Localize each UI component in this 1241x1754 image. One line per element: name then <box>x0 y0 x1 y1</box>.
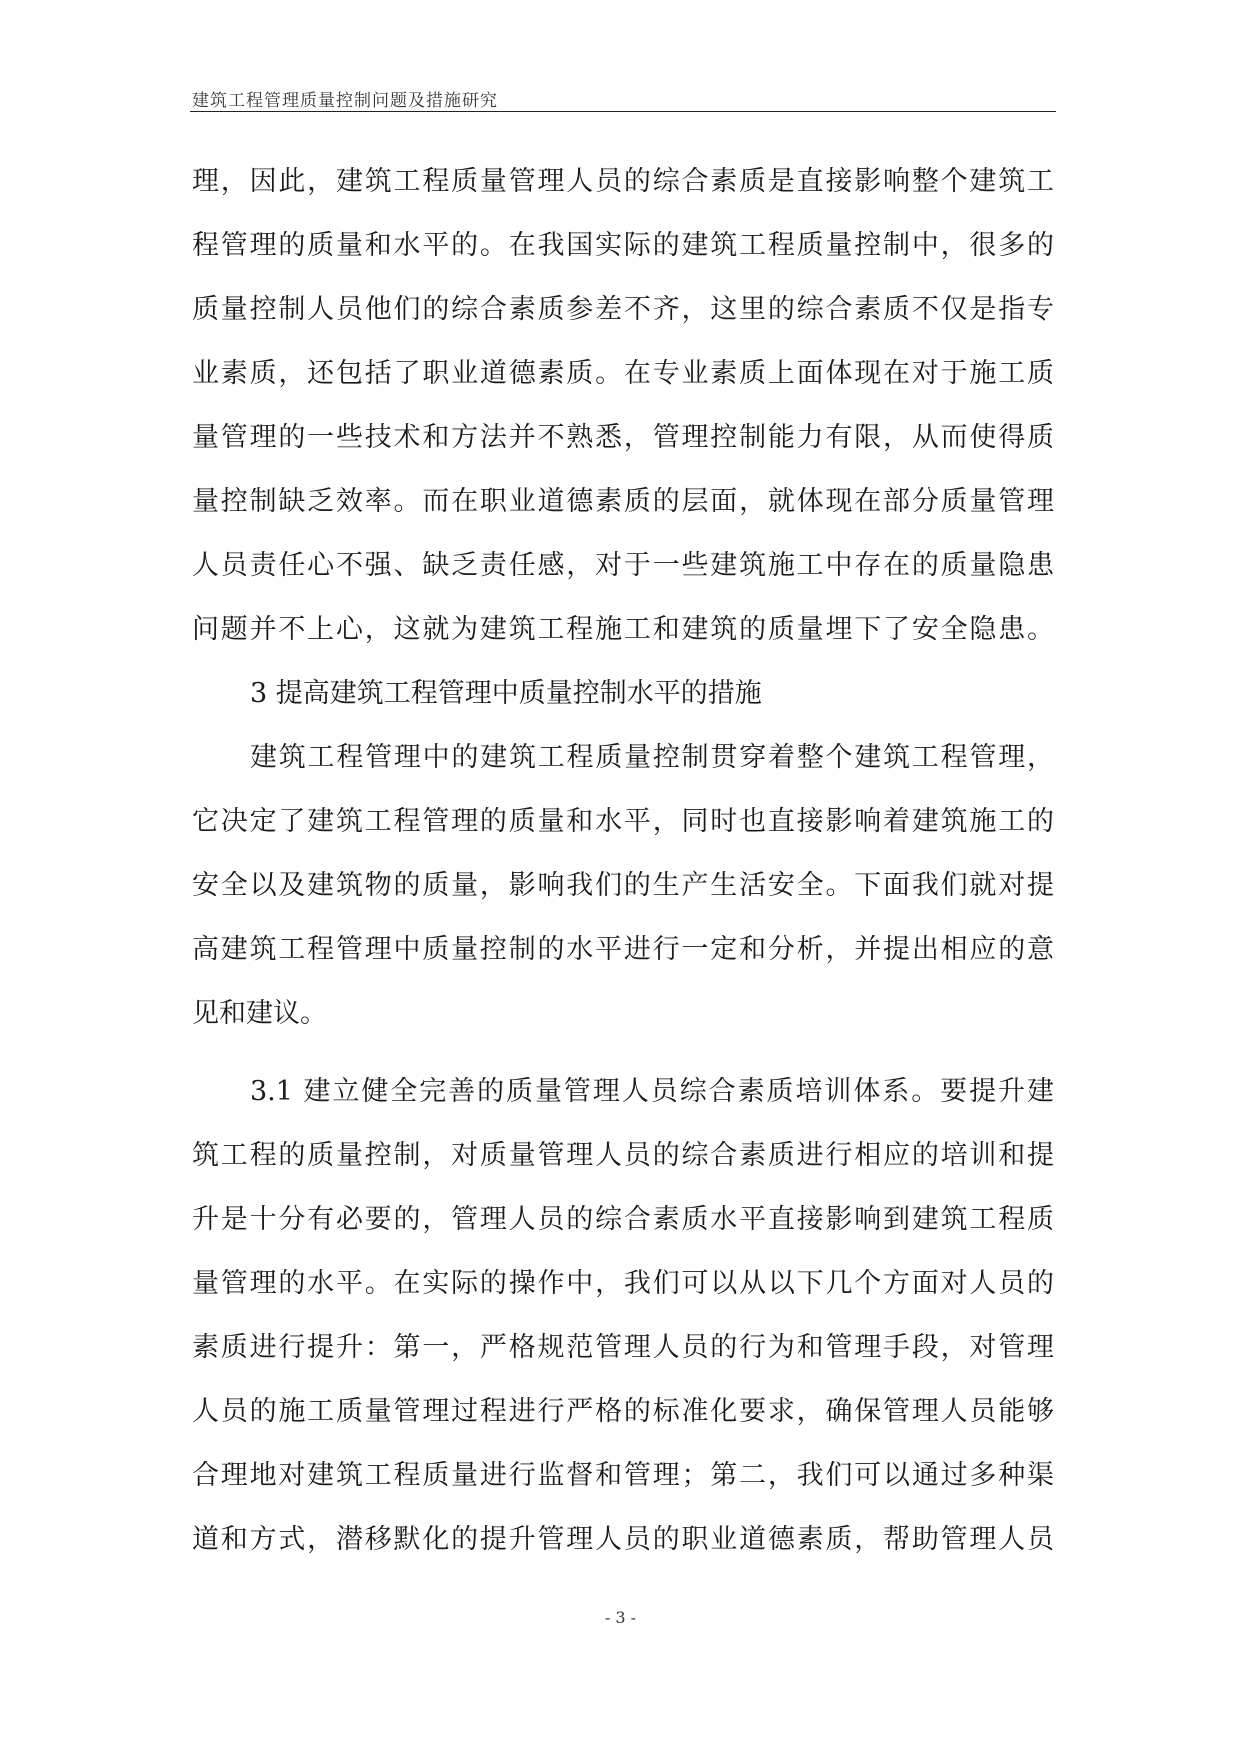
text-line: 升是十分有必要的，管理人员的综合素质水平直接影响到建筑工程质 <box>192 1204 1054 1235</box>
page-number: - 3 - <box>604 1608 637 1627</box>
text-line: 素质进行提升：第一，严格规范管理人员的行为和管理手段，对管理 <box>192 1332 1054 1363</box>
running-header: 建筑工程管理质量控制问题及措施研究 <box>192 91 498 111</box>
text-line: 人员的施工质量管理过程进行严格的标准化要求，确保管理人员能够 <box>192 1396 1054 1427</box>
section-heading: 3 提高建筑工程管理中质量控制水平的措施 <box>250 678 762 709</box>
text-line: 道和方式，潜移默化的提升管理人员的职业道德素质，帮助管理人员 <box>192 1524 1054 1555</box>
text-line: 量管理的水平。在实际的操作中，我们可以从以下几个方面对人员的 <box>192 1268 1054 1299</box>
text-line: 问题并不上心，这就为建筑工程施工和建筑的质量埋下了安全隐患。 <box>192 614 1054 645</box>
body-text <box>192 150 1054 1572</box>
text-line: 建筑工程管理中的建筑工程质量控制贯穿着整个建筑工程管理， <box>250 742 1054 773</box>
paragraph-gap <box>192 1046 1054 1060</box>
text-line: 安全以及建筑物的质量，影响我们的生产生活安全。下面我们就对提 <box>192 870 1054 901</box>
text-line: 见和建议。 <box>192 998 327 1029</box>
paragraph-3 <box>192 1060 1054 1572</box>
text-line: 理，因此，建筑工程质量管理人员的综合素质是直接影响整个建筑工 <box>192 166 1054 197</box>
text-line: 业素质，还包括了职业道德素质。在专业素质上面体现在对于施工质 <box>192 358 1054 389</box>
text-line: 量控制缺乏效率。而在职业道德素质的层面，就体现在部分质量管理 <box>192 486 1054 517</box>
text-line: 筑工程的质量控制，对质量管理人员的综合素质进行相应的培训和提 <box>192 1140 1054 1171</box>
paragraph-2 <box>192 726 1054 1046</box>
paragraph-1 <box>192 150 1054 662</box>
text-line: 3.1 建立健全完善的质量管理人员综合素质培训体系。要提升建 <box>250 1076 1054 1107</box>
header-divider <box>190 111 1056 112</box>
text-line: 合理地对建筑工程质量进行监督和管理；第二，我们可以通过多种渠 <box>192 1460 1054 1491</box>
text-line: 人员责任心不强、缺乏责任感，对于一些建筑施工中存在的质量隐患 <box>192 550 1054 581</box>
text-line: 程管理的质量和水平的。在我国实际的建筑工程质量控制中，很多的 <box>192 230 1054 261</box>
text-line: 质量控制人员他们的综合素质参差不齐，这里的综合素质不仅是指专 <box>192 294 1054 325</box>
text-line: 它决定了建筑工程管理的质量和水平，同时也直接影响着建筑施工的 <box>192 806 1054 837</box>
text-line: 量管理的一些技术和方法并不熟悉，管理控制能力有限，从而使得质 <box>192 422 1054 453</box>
text-line: 高建筑工程管理中质量控制的水平进行一定和分析，并提出相应的意 <box>192 934 1054 965</box>
